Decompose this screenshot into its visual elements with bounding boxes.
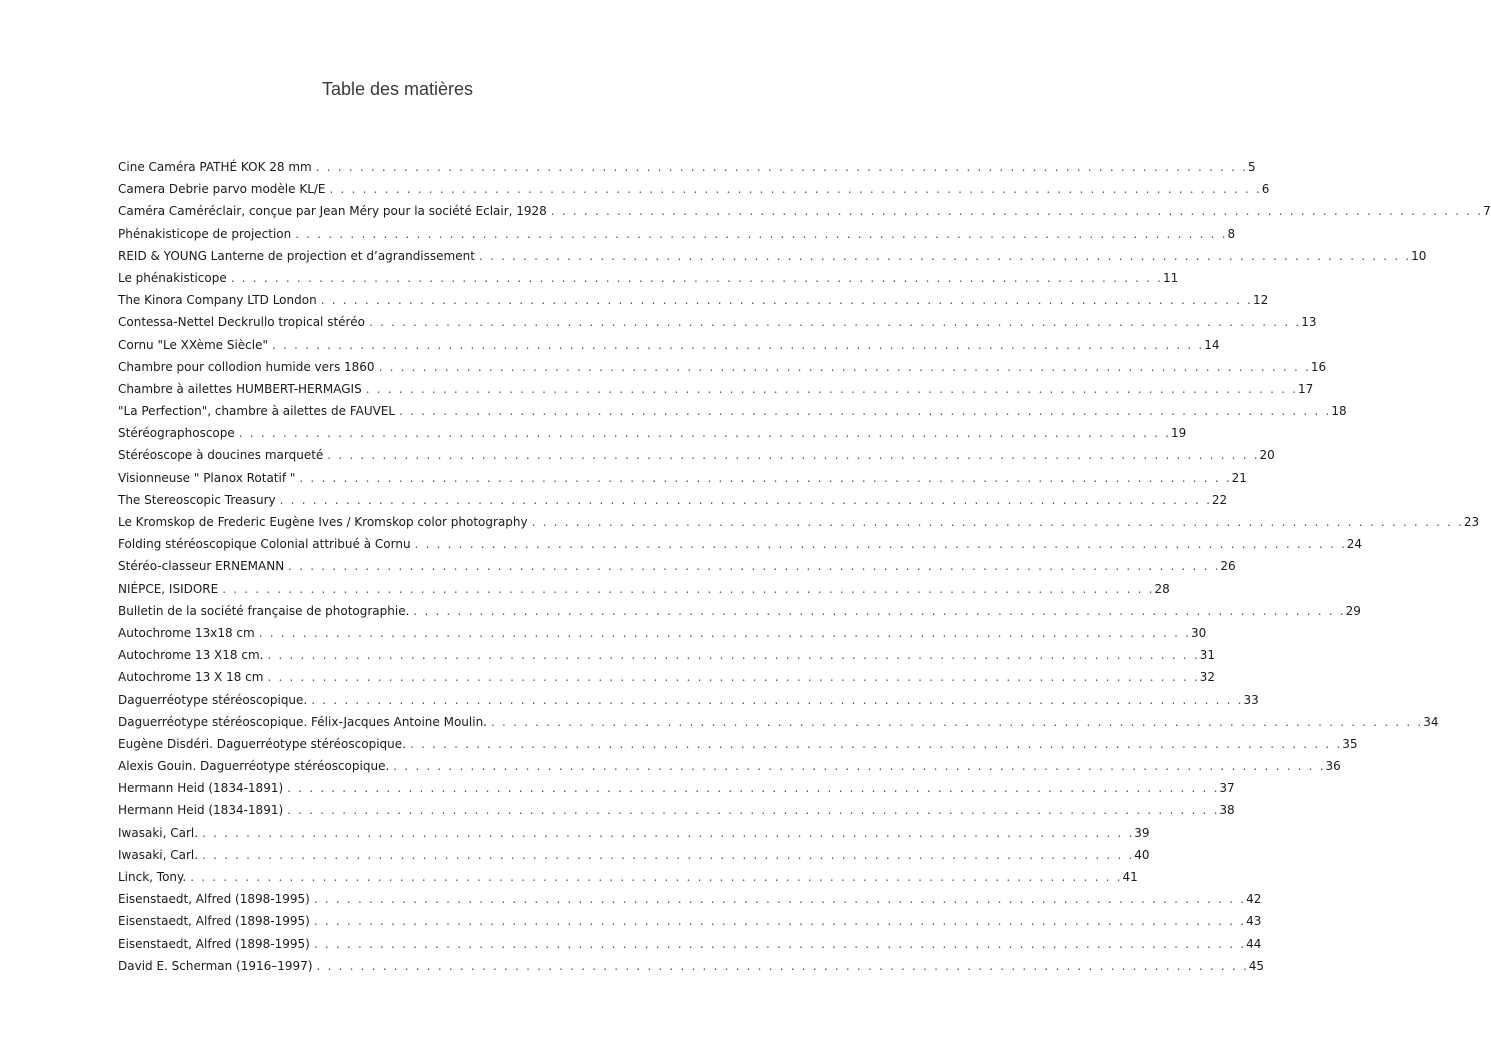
toc-entry-page-number[interactable]: 42 [1246,892,1262,907]
toc-entry-label[interactable]: Le Kromskop de Frederic Eugène Ives / Kromskop color photography [118,515,528,529]
toc-entry[interactable] [118,799,1235,821]
toc-dot-leader [314,910,1244,932]
toc-dot-leader [311,689,1241,711]
toc-entry[interactable] [118,444,1275,466]
toc-dot-leader [222,578,1152,600]
toc-entry-page-number[interactable]: 13 [1301,315,1317,330]
toc-entry-page-number[interactable]: 19 [1171,426,1187,441]
toc-entry-label[interactable]: David E. Scherman (1916–1997) [118,958,313,973]
toc-entry[interactable] [118,933,1262,955]
toc-entry-label[interactable]: Bulletin de la société française de photographie. [118,603,410,618]
toc-dot-leader [231,267,1161,289]
toc-dot-leader [202,844,1132,866]
toc-dot-leader [280,489,1210,511]
toc-dot-leader [287,799,1217,821]
toc-entry[interactable] [118,245,1427,267]
toc-entry-page-number[interactable]: 33 [1243,692,1259,707]
toc-dot-leader [330,178,1260,200]
toc-entry[interactable] [118,711,1439,733]
toc-entry-label[interactable]: NIÉPCE, ISIDORE [118,581,219,596]
toc-entry[interactable] [118,910,1262,932]
toc-dot-leader [369,311,1299,333]
toc-entry[interactable] [118,777,1235,799]
toc-entry-label[interactable]: Eisenstaedt, Alfred (1898-1995) [118,892,310,907]
toc-entry-page-number[interactable]: 34 [1423,714,1439,729]
toc-entry-label[interactable]: Linck, Tony. [118,870,187,884]
toc-entry-label[interactable]: Le phénakisticope [118,270,227,285]
toc-entry[interactable] [118,578,1170,600]
toc-entry-label[interactable]: Autochrome 13 X18 cm. [118,648,264,663]
toc-entry-page-number[interactable]: 40 [1134,847,1150,862]
toc-dot-leader [314,888,1244,910]
toc-entry-label[interactable]: Iwasaki, Carl. [118,825,199,840]
toc-entry[interactable] [118,511,1480,533]
toc-dot-leader [272,334,1202,356]
toc-dot-leader [317,955,1247,977]
toc-dot-leader [239,422,1169,444]
toc-entry-page-number[interactable]: 44 [1246,936,1262,951]
toc-entry[interactable] [118,600,1361,622]
toc-dot-leader [259,622,1189,644]
toc-entry-label[interactable]: The Stereoscopic Treasury [118,492,276,507]
toc-entry-label[interactable]: Daguerréotype stéréoscopique. [118,692,308,707]
toc-dot-leader [267,644,1197,666]
toc-entry-label[interactable]: Stéréographoscope [118,426,235,441]
toc-entry-page-number[interactable]: 31 [1199,648,1215,663]
toc-entry-label[interactable]: Visionneuse " Planox Rotatif " [118,470,296,485]
toc-entry[interactable] [118,955,1265,977]
toc-entry-label[interactable]: "La Perfection", chambre à ailettes de FAUVEL [118,404,396,419]
toc-entry[interactable] [118,311,1317,333]
toc-dot-leader [399,400,1329,422]
toc-entry[interactable] [118,200,1491,222]
toc-entry-label[interactable]: Contessa-Nettel Deckrullo tropical stéréo [118,315,365,330]
toc-entry-label[interactable]: Cornu "Le XXème Siècle" [118,337,268,352]
toc-entry-page-number[interactable]: 8 [1227,226,1236,241]
toc-entry-page-number[interactable]: 22 [1211,492,1228,507]
toc-dot-leader [288,555,1218,577]
toc-entry[interactable] [118,156,1256,178]
toc-dot-leader [314,933,1244,955]
toc-entry-page-number[interactable]: 18 [1331,404,1347,419]
toc-dot-leader [379,356,1309,378]
toc-entry-page-number[interactable]: 14 [1204,337,1220,352]
toc-entry[interactable] [118,888,1262,910]
toc-entry-label[interactable]: The Kinora Company LTD London [118,293,317,308]
toc-entry-label[interactable]: Stéréo-classeur ERNEMANN [118,559,285,574]
toc-entry-label[interactable]: Cine Caméra PATHÉ KOK 28 mm [118,160,312,174]
toc-entry[interactable] [118,223,1236,245]
toc-entry-page-number[interactable]: 16 [1310,359,1327,374]
toc-entry-label[interactable]: Caméra Caméréclair, conçue par Jean Méry pour la société Eclair, 1928 [118,204,547,219]
toc-dot-leader [295,223,1225,245]
toc-entry-page-number[interactable]: 45 [1248,958,1265,973]
toc-dot-leader [321,289,1251,311]
toc-entry-page-number[interactable]: 36 [1325,759,1341,774]
toc-entry-page-number[interactable]: 5 [1247,160,1256,174]
toc-entry-label[interactable]: Stéréoscope à doucines marqueté [118,448,324,463]
toc-entry[interactable] [118,866,1138,888]
toc-entry[interactable] [118,533,1363,555]
toc-entry-label[interactable]: Alexis Gouin. Daguerréotype stéréoscopique. [118,759,390,774]
toc-entry-label[interactable]: Phénakisticope de projection [118,226,292,241]
toc-dot-leader [366,378,1296,400]
toc-entry-page-number[interactable]: 23 [1463,515,1480,529]
toc-entry-label[interactable]: Iwasaki, Carl. [118,847,199,862]
toc-dot-leader [491,711,1421,733]
toc-entry-label[interactable]: Autochrome 13x18 cm [118,625,255,640]
toc-entry-label[interactable]: Eisenstaedt, Alfred (1898-1995) [118,914,310,929]
toc-entry[interactable] [118,733,1358,755]
toc-entry-label[interactable]: REID & YOUNG Lanterne de projection et d’agrandissement [118,248,475,263]
toc-entry-page-number[interactable]: 24 [1346,537,1363,552]
toc-entry-label[interactable]: Folding stéréoscopique Colonial attribué à Cornu [118,537,411,552]
toc-entry-page-number[interactable]: 6 [1261,182,1270,197]
toc-entry[interactable] [118,378,1314,400]
page-title: Table des matières [321,79,474,99]
toc-dot-leader [202,822,1132,844]
toc-entry[interactable] [118,422,1187,444]
toc-entry-page-number[interactable]: 38 [1219,803,1235,818]
toc-dot-leader [532,511,1462,533]
toc-entry-page-number[interactable]: 26 [1220,559,1236,574]
toc-entry[interactable] [118,622,1207,644]
toc-entry-label[interactable]: Eisenstaedt, Alfred (1898-1995) [118,936,310,951]
toc-entry-page-number[interactable]: 43 [1246,914,1262,929]
toc-entry-label[interactable]: Chambre à ailettes HUMBERT-HERMAGIS [118,381,362,396]
toc-entry-page-number[interactable]: 41 [1122,870,1138,884]
toc-entry[interactable] [118,666,1215,688]
toc-dot-leader [327,444,1257,466]
toc-entry-label[interactable]: Camera Debrie parvo modèle KL/E [118,182,326,197]
toc-entry-page-number[interactable]: 30 [1190,625,1207,640]
toc-entry-label[interactable]: Chambre pour collodion humide vers 1860 [118,359,375,374]
toc-entry[interactable] [118,844,1150,866]
toc-entry[interactable] [118,555,1236,577]
toc-entry[interactable] [118,334,1220,356]
toc-entry-page-number[interactable]: 17 [1297,381,1314,396]
toc-dot-leader [299,467,1229,489]
toc-dot-leader [287,777,1217,799]
toc-entry-page-number[interactable]: 39 [1134,825,1150,840]
toc-entry-page-number[interactable]: 29 [1345,603,1361,618]
toc-entry[interactable] [118,356,1327,378]
toc-entry-page-number[interactable]: 12 [1252,293,1269,308]
toc-entry-page-number[interactable]: 20 [1259,448,1275,463]
toc-dot-leader [479,245,1409,267]
toc-dot-leader [190,866,1120,888]
toc-dot-leader [413,600,1343,622]
toc-entry-page-number[interactable]: 28 [1154,581,1170,596]
toc-entry-page-number[interactable]: 37 [1219,781,1235,796]
toc-entry-page-number[interactable]: 10 [1411,248,1427,263]
toc-dot-leader [316,156,1246,178]
toc-entry-label[interactable]: Daguerréotype stéréoscopique. Félix-Jacques Antoine Moulin. [118,714,487,729]
toc-entry[interactable] [118,267,1179,289]
toc-entry[interactable] [118,755,1341,777]
toc-entry[interactable] [118,489,1228,511]
toc-entry-page-number[interactable]: 35 [1342,736,1358,751]
toc-dot-leader [267,666,1197,688]
toc-entry-label[interactable]: Eugène Disdéri. Daguerréotype stéréoscopique. [118,736,406,751]
toc-entry[interactable] [118,689,1259,711]
toc-dot-leader [410,733,1340,755]
toc-entry[interactable] [118,822,1150,844]
toc-entry[interactable] [118,400,1347,422]
toc-entry-label[interactable]: Hermann Heid (1834-1891) [118,803,284,818]
toc-entry-label[interactable]: Hermann Heid (1834-1891) [118,781,284,796]
table-of-contents [118,156,1491,977]
toc-entry-page-number[interactable]: 32 [1199,670,1215,685]
toc-entry[interactable] [118,644,1215,666]
toc-entry-page-number[interactable]: 11 [1163,270,1179,285]
toc-dot-leader [551,200,1481,222]
toc-entry[interactable] [118,178,1270,200]
toc-entry-label[interactable]: Autochrome 13 X 18 cm [118,670,264,685]
toc-entry-page-number[interactable]: 7 [1483,204,1491,219]
toc-entry[interactable] [118,289,1269,311]
toc-entry-page-number[interactable]: 21 [1231,470,1247,485]
toc-dot-leader [393,755,1323,777]
toc-dot-leader [415,533,1345,555]
toc-entry[interactable] [118,467,1247,489]
